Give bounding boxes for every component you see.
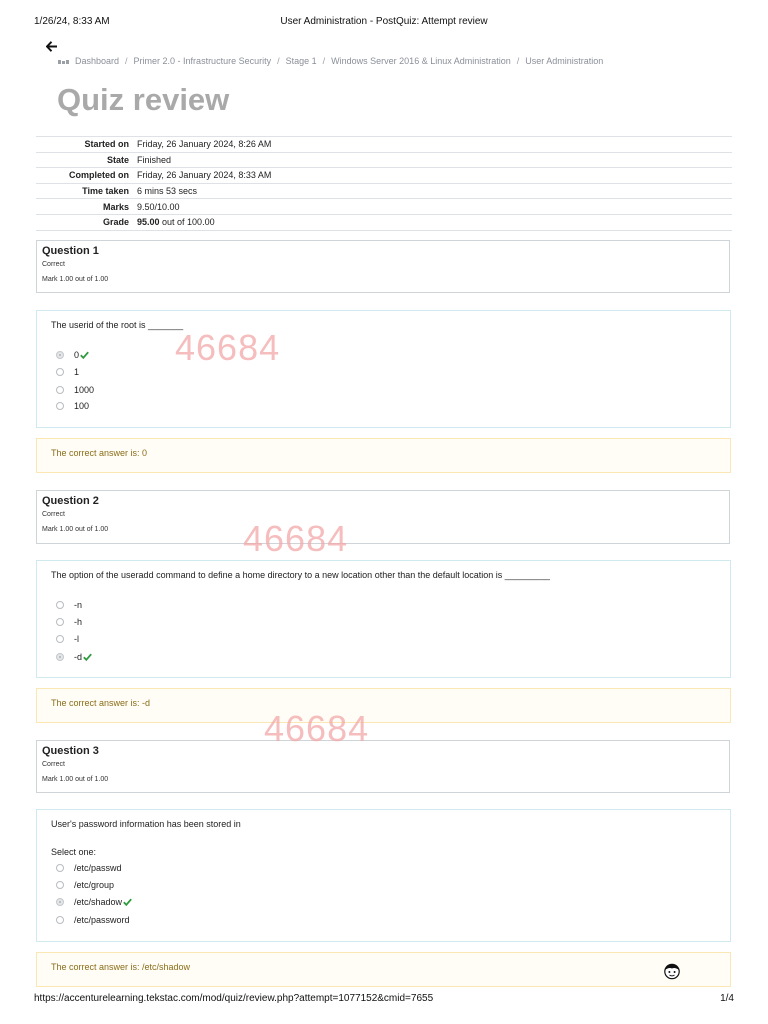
radio-button[interactable] bbox=[56, 601, 64, 609]
question-info bbox=[36, 490, 730, 544]
breadcrumb bbox=[58, 56, 603, 66]
summary-label: Completed on bbox=[36, 168, 137, 184]
summary-value: Friday, 26 January 2024, 8:26 AM bbox=[137, 137, 732, 153]
answer-label: 1000 bbox=[74, 385, 95, 395]
summary-label: Marks bbox=[36, 199, 137, 215]
summary-row-started bbox=[36, 137, 732, 153]
summary-value: Friday, 26 January 2024, 8:33 AM bbox=[137, 168, 732, 184]
question-state: Correct bbox=[42, 261, 65, 268]
answer-label: 1 bbox=[74, 367, 80, 377]
answer-feedback bbox=[36, 688, 731, 723]
question-number: Question 2 bbox=[42, 495, 99, 507]
radio-button[interactable] bbox=[56, 898, 64, 906]
answer-label: 100 bbox=[74, 401, 90, 411]
radio-button[interactable] bbox=[56, 916, 64, 924]
answer-option[interactable] bbox=[56, 650, 92, 664]
radio-button[interactable] bbox=[56, 864, 64, 872]
avatar-icon[interactable] bbox=[663, 962, 681, 980]
summary-label: Started on bbox=[36, 137, 137, 153]
radio-button[interactable] bbox=[56, 402, 64, 410]
watermark: 46684 bbox=[175, 327, 281, 368]
radio-button[interactable] bbox=[56, 618, 64, 626]
summary-label: Time taken bbox=[36, 183, 137, 199]
grade-out-of: out of 100.00 bbox=[159, 217, 215, 228]
summary-label: Grade bbox=[36, 214, 137, 230]
print-header bbox=[34, 16, 734, 30]
page-title: Quiz review bbox=[57, 82, 230, 117]
watermark: 46684 bbox=[264, 708, 370, 749]
home-icon[interactable] bbox=[58, 57, 69, 65]
question-text: User's password information has been stored in bbox=[51, 819, 241, 829]
answer-option[interactable] bbox=[56, 348, 89, 362]
question-state: Correct bbox=[42, 761, 65, 768]
answer-label: -d bbox=[74, 652, 83, 662]
question-mark: Mark 1.00 out of 1.00 bbox=[42, 276, 109, 283]
answer-label: 0 bbox=[74, 350, 80, 360]
grade-score: 95.00 bbox=[137, 217, 160, 228]
breadcrumb-quiz[interactable]: User Administration bbox=[525, 56, 604, 66]
answer-option[interactable] bbox=[56, 878, 114, 892]
answer-label: /etc/group bbox=[74, 880, 115, 890]
print-footer bbox=[34, 993, 734, 1007]
answer-option[interactable] bbox=[56, 383, 94, 397]
summary-row-marks bbox=[36, 199, 732, 215]
summary-label: State bbox=[36, 152, 137, 168]
radio-button[interactable] bbox=[56, 881, 64, 889]
summary-row-state bbox=[36, 152, 732, 168]
answer-label: /etc/shadow bbox=[74, 897, 123, 907]
breadcrumb-section[interactable]: Windows Server 2016 & Linux Administration bbox=[331, 56, 511, 66]
radio-button[interactable] bbox=[56, 653, 64, 661]
attempt-summary-table bbox=[36, 136, 732, 231]
breadcrumb-separator: / bbox=[516, 56, 520, 66]
answer-label: /etc/password bbox=[74, 915, 130, 925]
answer-option[interactable] bbox=[56, 895, 132, 909]
summary-value: Finished bbox=[137, 152, 732, 168]
print-title: User Administration - PostQuiz: Attempt review bbox=[280, 16, 488, 27]
breadcrumb-separator: / bbox=[277, 56, 280, 66]
breadcrumb-dashboard[interactable]: Dashboard bbox=[75, 56, 120, 66]
answer-label: -n bbox=[74, 600, 83, 610]
question-formulation bbox=[36, 560, 731, 678]
radio-button[interactable] bbox=[56, 386, 64, 394]
radio-button[interactable] bbox=[56, 368, 64, 376]
answer-label: -l bbox=[74, 634, 79, 644]
answer-option[interactable] bbox=[56, 598, 82, 612]
correct-tick-icon bbox=[80, 351, 89, 359]
answer-option[interactable] bbox=[56, 399, 89, 413]
answer-option[interactable] bbox=[56, 615, 82, 629]
question-number: Question 1 bbox=[42, 245, 99, 257]
breadcrumb-stage[interactable]: Stage 1 bbox=[285, 56, 317, 66]
answer-option[interactable] bbox=[56, 632, 79, 646]
summary-row-time-taken bbox=[36, 183, 732, 199]
question-info bbox=[36, 240, 730, 293]
summary-value bbox=[137, 214, 732, 230]
correct-tick-icon bbox=[123, 898, 132, 906]
radio-button[interactable] bbox=[56, 351, 64, 359]
answer-label: /etc/passwd bbox=[74, 863, 122, 873]
radio-button[interactable] bbox=[56, 635, 64, 643]
summary-value: 6 mins 53 secs bbox=[137, 183, 732, 199]
breadcrumb-course[interactable]: Primer 2.0 - Infrastructure Security bbox=[133, 56, 272, 66]
answer-option[interactable] bbox=[56, 861, 122, 875]
arrow-left-icon[interactable] bbox=[44, 38, 60, 54]
question-text: The userid of the root is _______ bbox=[51, 320, 184, 330]
summary-value: 9.50/10.00 bbox=[137, 199, 732, 215]
answer-feedback bbox=[36, 952, 731, 987]
correct-answer-text: The correct answer is: 0 bbox=[51, 448, 148, 458]
question-mark: Mark 1.00 out of 1.00 bbox=[42, 526, 109, 533]
breadcrumb-separator: / bbox=[322, 56, 326, 66]
correct-answer-text: The correct answer is: /etc/shadow bbox=[51, 962, 191, 972]
correct-answer-text: The correct answer is: -d bbox=[51, 698, 151, 708]
question-number: Question 3 bbox=[42, 745, 99, 757]
answer-label: -h bbox=[74, 617, 83, 627]
answer-feedback bbox=[36, 438, 731, 473]
breadcrumb-separator: / bbox=[125, 56, 128, 66]
question-state: Correct bbox=[42, 511, 65, 518]
correct-tick-icon bbox=[83, 653, 92, 661]
question-formulation bbox=[36, 310, 731, 428]
question-formulation bbox=[36, 809, 731, 942]
question-text: The option of the useradd command to define a home directory to a new location other than the default location is _________ bbox=[51, 570, 550, 580]
print-datetime: 1/26/24, 8:33 AM bbox=[34, 16, 110, 27]
answer-option[interactable] bbox=[56, 913, 130, 927]
summary-row-grade bbox=[36, 214, 732, 230]
question-mark: Mark 1.00 out of 1.00 bbox=[42, 776, 109, 783]
question-info bbox=[36, 740, 730, 793]
summary-row-completed bbox=[36, 168, 732, 184]
answer-option[interactable] bbox=[56, 365, 79, 379]
select-one-prompt: Select one: bbox=[51, 847, 97, 857]
page-number: 1/4 bbox=[720, 993, 734, 1004]
watermark: 46684 bbox=[243, 518, 349, 559]
print-url: https://accenturelearning.tekstac.com/mod/quiz/review.php?attempt=1077152&cmid=7655 bbox=[34, 993, 434, 1004]
